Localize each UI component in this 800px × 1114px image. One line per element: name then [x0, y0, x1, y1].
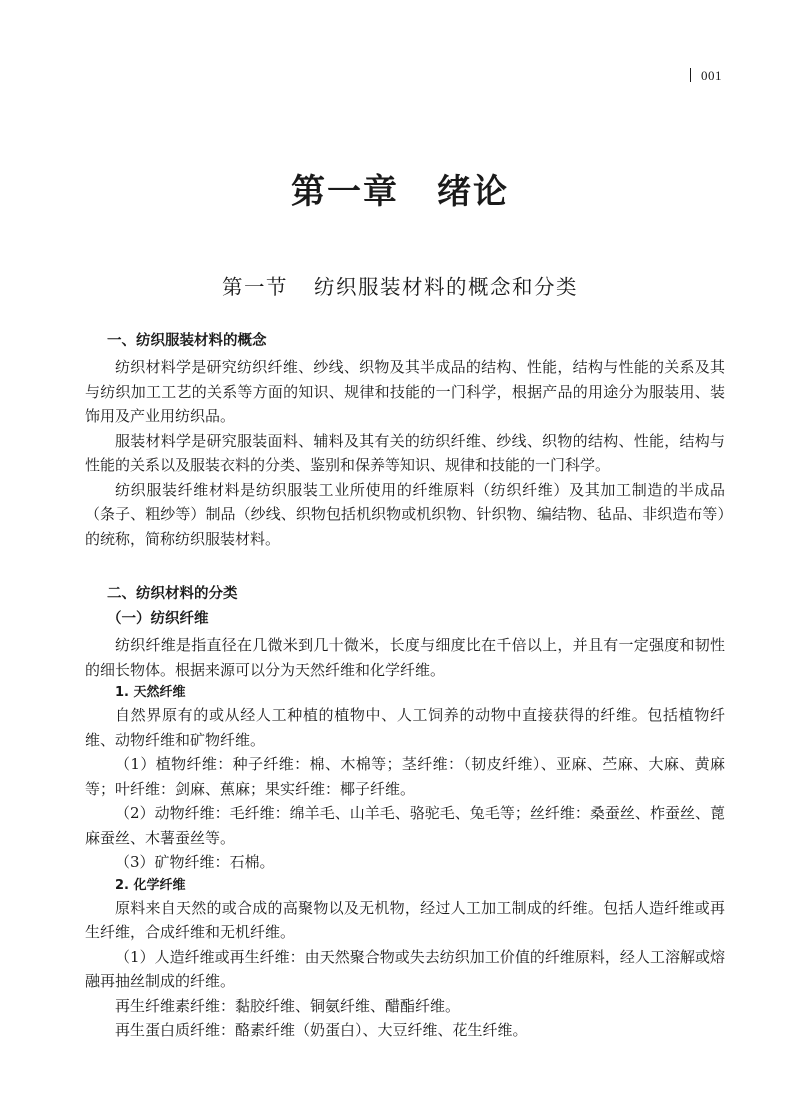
- chapter-title: [0, 164, 800, 213]
- paragraph: 原料来自天然的或合成的高聚物以及无机物，经过人工加工制成的纤维。包括人造纤维或再生纤维，合成纤维和无机纤维。: [85, 898, 725, 941]
- section-name: 纺织服装材料的概念和分类: [314, 275, 578, 299]
- paragraph: 再生蛋白质纤维：酪素纤维（奶蛋白）、大豆纤维、花生纤维。: [115, 1021, 528, 1039]
- paragraph: （1）人造纤维或再生纤维：由天然聚合物或失去纺织加工价值的纤维原料，经人工溶解或熔融再抽丝制成的纤维。: [85, 947, 725, 990]
- chapter-name: 绪论: [437, 172, 509, 212]
- heading-classification: 二、纺织材料的分类: [107, 586, 238, 602]
- paragraph: 自然界原有的或从经人工种植的植物中、人工饲养的动物中直接获得的纤维。包括植物纤维、动物纤维和矿物纤维。: [85, 706, 725, 749]
- subheading-chemical-fiber: 2. 化学纤维: [115, 877, 186, 893]
- section-label: 第一节: [222, 275, 288, 299]
- paragraph: 纺织纤维是指直径在几微米到几十微米，长度与细度比在千倍以上，并且有一定强度和韧性的细长物体。根据来源可以分为天然纤维和化学纤维。: [85, 636, 725, 679]
- paragraph: 纺织材料学是研究纺织纤维、纱线、织物及其半成品的结构、性能，结构与性能的关系及其与纺织加工工艺的关系等方面的知识、规律和技能的一门科学，根据产品的用途分为服装用、装饰用及产业用纺织品。: [85, 358, 725, 425]
- header-divider: [690, 68, 691, 82]
- chapter-label: 第一章: [291, 172, 399, 212]
- paragraph: （2）动物纤维：毛纤维：绵羊毛、山羊毛、骆驼毛、兔毛等；丝纤维：桑蚕丝、柞蚕丝、蓖麻蚕丝、木薯蚕丝等。: [85, 804, 725, 847]
- paragraph: （3）矿物纤维：石棉。: [115, 853, 275, 871]
- page-number-text: 001: [701, 68, 722, 83]
- page-number: [690, 68, 722, 84]
- subheading-natural-fiber: 1. 天然纤维: [115, 685, 186, 700]
- section-title: [0, 270, 800, 300]
- paragraph: 再生纤维素纤维：黏胶纤维、铜氨纤维、醋酯纤维。: [115, 996, 461, 1015]
- body-content: [85, 326, 725, 1043]
- subheading-textile-fiber: （一）纺织纤维: [107, 611, 209, 627]
- heading-concept: 一、纺织服装材料的概念: [107, 333, 267, 349]
- paragraph: 纺织服装纤维材料是纺织服装工业所使用的纤维原料（纺织纤维）及其加工制造的半成品（条子、粗纱等）制品（纱线、织物包括机织物或机织物、针织物、编结物、毡品、非织造布等）的统称，简称纺织服装材料。: [85, 480, 725, 548]
- paragraph: （1）植物纤维：种子纤维：棉、木棉等；茎纤维：（韧皮纤维）、亚麻、苎麻、大麻、黄麻等；叶纤维：剑麻、蕉麻；果实纤维：椰子纤维。: [85, 755, 725, 798]
- paragraph: 服装材料学是研究服装面料、辅料及其有关的纺织纤维、纱线、织物的结构、性能，结构与性能的关系以及服装衣料的分类、鉴别和保养等知识、规律和技能的一门科学。: [85, 431, 725, 474]
